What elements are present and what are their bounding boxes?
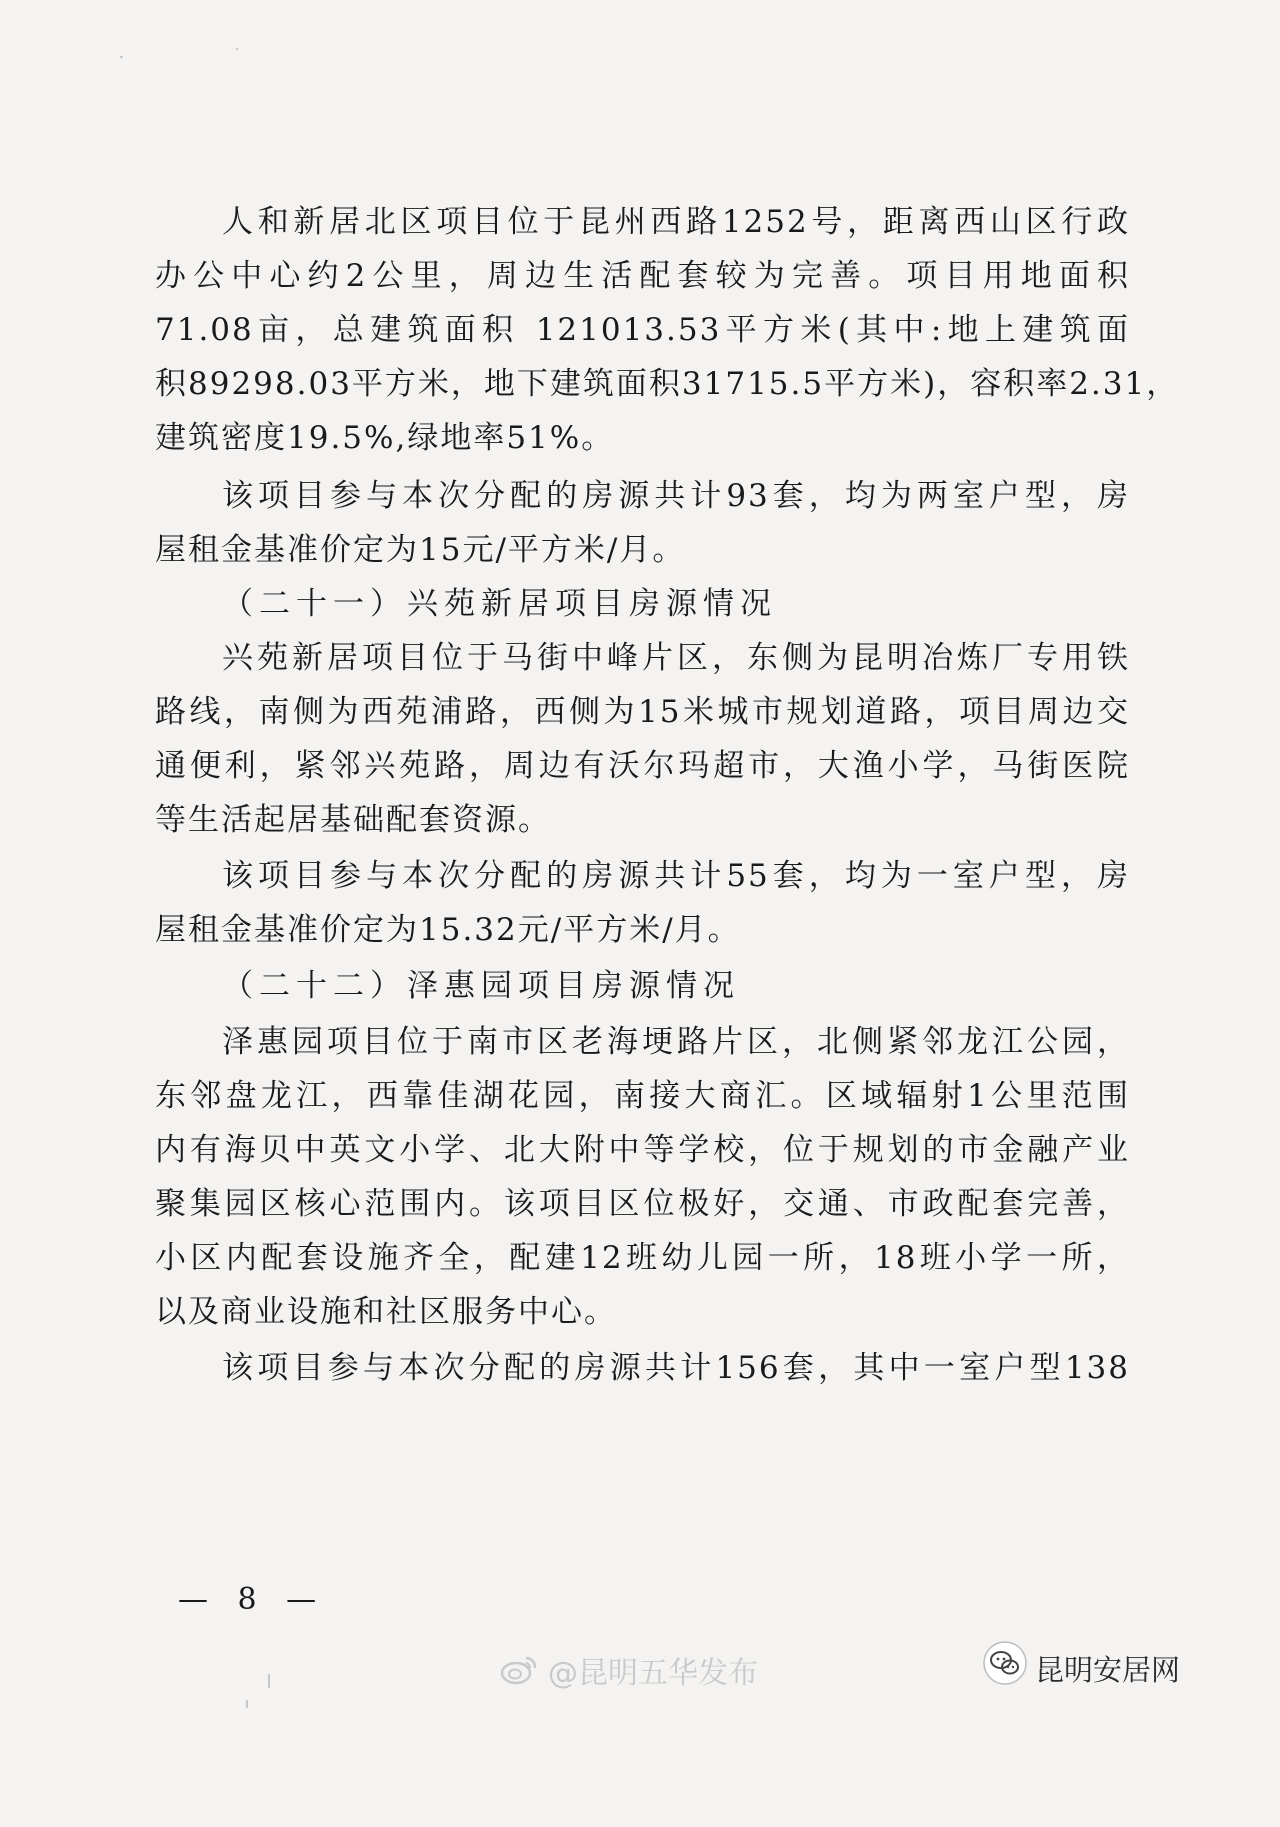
paragraph-line: 屋租金基准价定为15元/平方米/月。 — [155, 532, 686, 568]
scan-speck — [236, 48, 238, 50]
paragraph-line: 以及商业设施和社区服务中心。 — [155, 1294, 617, 1330]
paragraph-line: 小区内配套设施齐全，配建12班幼儿园一所，18班小学一所， — [155, 1240, 1130, 1276]
page-number: — 8 — — [178, 1582, 327, 1617]
paragraph-line: 办公中心约2公里，周边生活配套较为完善。项目用地面积 — [155, 258, 1130, 294]
paragraph-line: 兴苑新居项目位于马街中峰片区，东侧为昆明冶炼厂专用铁 — [222, 640, 1130, 676]
paragraph-line: 路线，南侧为西苑浦路，西侧为15米城市规划道路，项目周边交 — [155, 694, 1130, 730]
scan-speck — [246, 1700, 248, 1708]
paragraph-line: 人和新居北区项目位于昆州西路1252号，距离西山区行政 — [222, 204, 1130, 240]
paragraph-line: 东邻盘龙江，西靠佳湖花园，南接大商汇。区域辐射1公里范围 — [155, 1078, 1130, 1114]
section-heading: （二十二）泽惠园项目房源情况 — [222, 968, 740, 1004]
paragraph-line: 通便利，紧邻兴苑路，周边有沃尔玛超市，大渔小学，马街医院 — [155, 748, 1130, 784]
paragraph-line: 泽惠园项目位于南市区老海埂路片区，北侧紧邻龙江公园， — [222, 1024, 1130, 1060]
weibo-icon — [500, 1654, 540, 1686]
paragraph-line: 屋租金基准价定为15.32元/平方米/月。 — [155, 912, 741, 948]
paragraph-line: 该项目参与本次分配的房源共计93套，均为两室户型，房 — [222, 478, 1130, 514]
paragraph-line: 聚集园区核心范围内。该项目区位极好，交通、市政配套完善， — [155, 1186, 1130, 1222]
scan-speck — [268, 1674, 270, 1688]
wechat-watermark-text: 昆明安居网 — [1035, 1653, 1181, 1687]
weibo-watermark — [500, 1648, 758, 1692]
section-heading: （二十一）兴苑新居项目房源情况 — [222, 586, 777, 622]
weibo-watermark-text: @昆明五华发布 — [548, 1656, 758, 1691]
paragraph-line: 积89298.03平方米，地下建筑面积31715.5平方米)，容积率2.31， — [155, 366, 1180, 402]
paragraph-line: 等生活起居基础配套资源。 — [155, 802, 551, 838]
paragraph-line: 71.08亩，总建筑面积 121013.53平方米(其中:地上建筑面 — [155, 312, 1130, 348]
paragraph-line: 该项目参与本次分配的房源共计156套，其中一室户型138 — [222, 1350, 1130, 1386]
paragraph-line: 内有海贝中英文小学、北大附中等学校，位于规划的市金融产业 — [155, 1132, 1130, 1168]
paragraph-line: 建筑密度19.5%,绿地率51%。 — [155, 420, 615, 456]
wechat-icon — [982, 1640, 1028, 1686]
scan-speck — [120, 56, 123, 58]
paragraph-line: 该项目参与本次分配的房源共计55套，均为一室户型，房 — [222, 858, 1130, 894]
